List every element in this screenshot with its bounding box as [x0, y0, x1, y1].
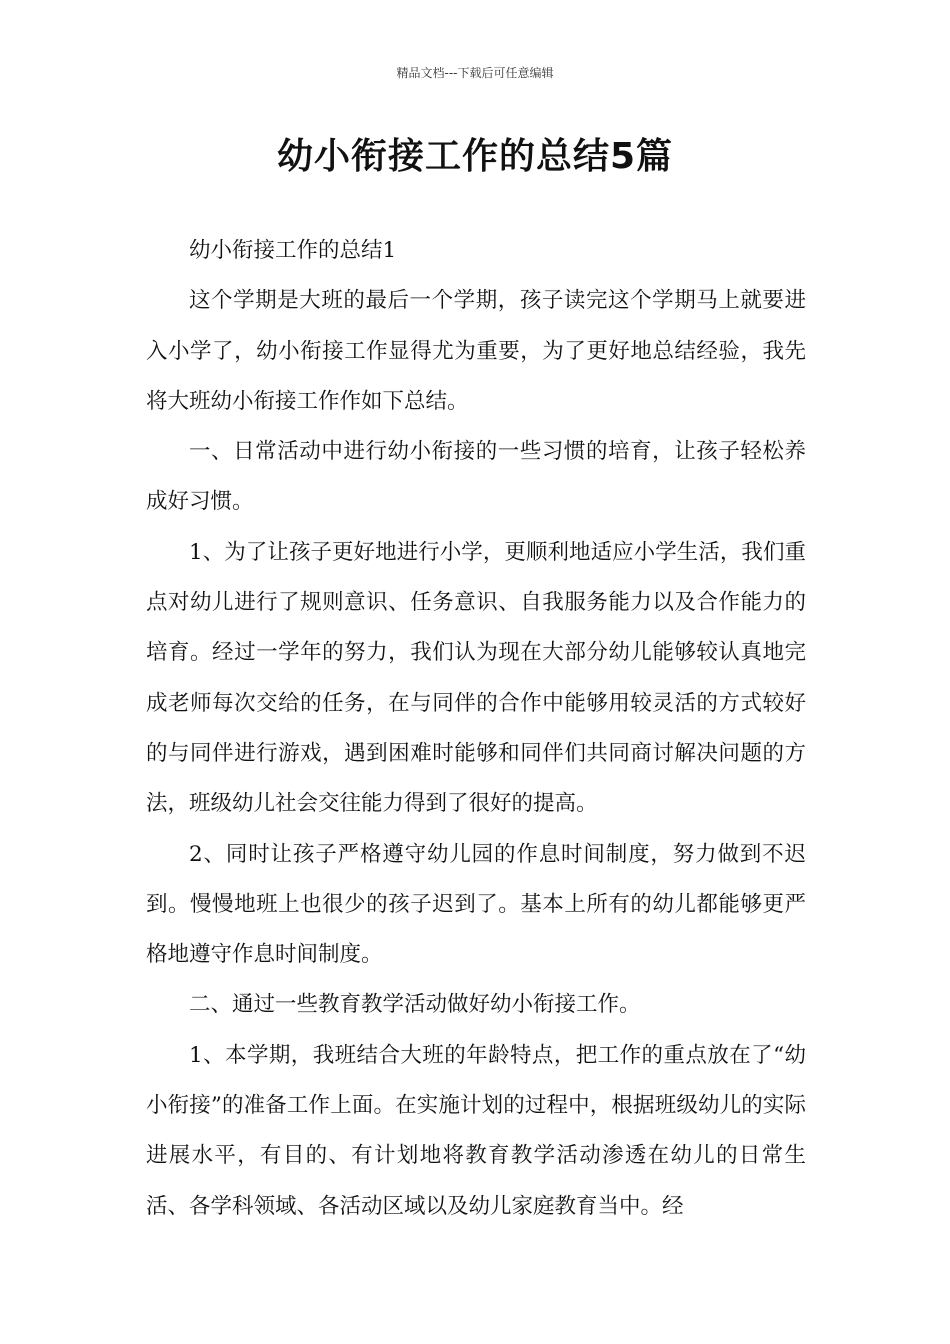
paragraph: 1、本学期，我班结合大班的年龄特点，把工作的重点放在了“幼小衔接”的准备工作上面。在实施计划的过程中，根据班级幼儿的实际进展水平，有目的、有计划地将教育教学活动渗透在幼儿的日常生活、各学科领域、各活动区域以及幼儿家庭教育当中。经 [146, 1042, 806, 1219]
paragraph: 一、日常活动中进行幼小衔接的一些习惯的培育，让孩子轻松养成好习惯。 [146, 439, 806, 515]
paragraph: 1、为了让孩子更好地进行小学，更顺利地适应小学生活，我们重点对幼儿进行了规则意识、任务意识、自我服务能力以及合作能力的培育。经过一学年的努力，我们认为现在大部分幼儿能够较认真地完成老师每次交给的任务，在与同伴的合作中能够用较灵活的方式较好的与同伴进行游戏，遇到困难时能够和同伴们共同商讨解决问题的方法，班级幼儿社会交往能力得到了很好的提高。 [146, 539, 806, 817]
header-note: 精品文档---下载后可任意编辑 [396, 66, 554, 80]
paragraph: 二、通过一些教育教学活动做好幼小衔接工作。 [189, 992, 641, 1018]
document-title: 幼小衔接工作的总结5篇 [276, 136, 674, 177]
section-heading: 幼小衔接工作的总结1 [189, 238, 397, 263]
paragraph: 这个学期是大班的最后一个学期，孩子读完这个学期马上就要进入小学了，幼小衔接工作显得尤为重要，为了更好地总结经验，我先将大班幼小衔接工作作如下总结。 [146, 288, 806, 414]
paragraph: 2、同时让孩子严格遵守幼儿园的作息时间制度，努力做到不迟到。慢慢地班上也很少的孩子迟到了。基本上所有的幼儿都能够更严格地遵守作息时间制度。 [146, 841, 806, 968]
document-body [146, 226, 806, 1232]
